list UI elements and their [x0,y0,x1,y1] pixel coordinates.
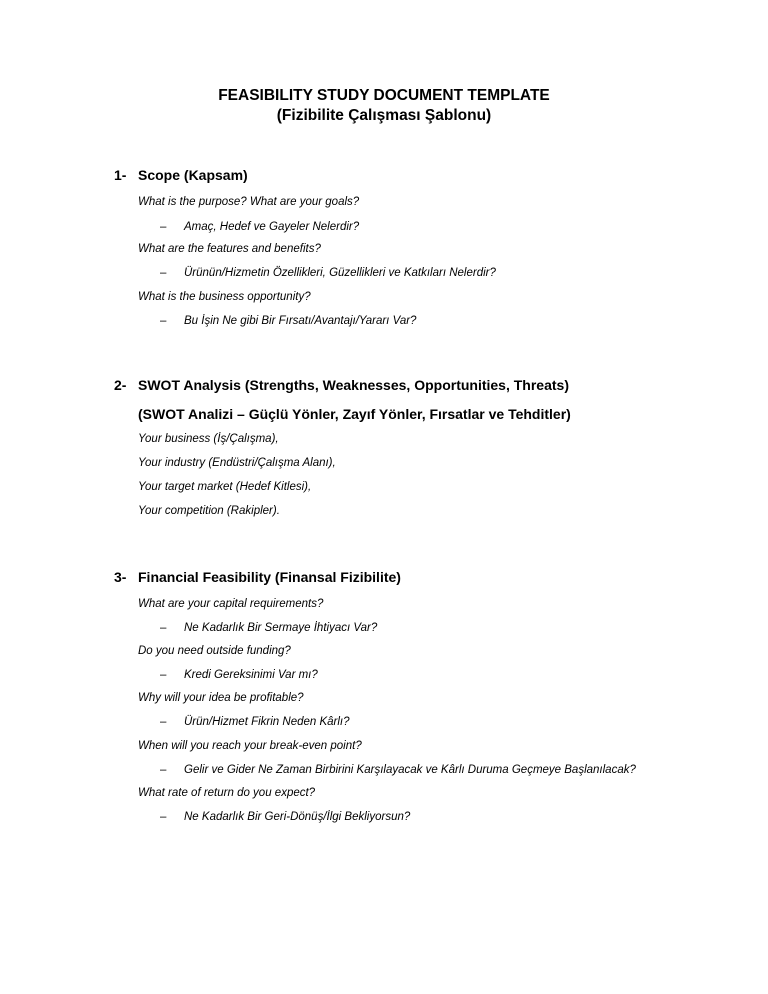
answer [160,668,318,683]
document-subtitle: (Fizibilite Çalışması Şablonu) [276,107,492,124]
answer-text: Ürün/Hizmet Fikrin Neden Kârlı? [184,716,350,728]
document-title: FEASIBILITY STUDY DOCUMENT TEMPLATE [218,87,550,104]
section-2-subheading: (SWOT Analizi – Güçlü Yönler, Zayıf Yönler, Fırsatlar ve Tehditler) [138,406,571,422]
dash-bullet: – [160,811,167,823]
answer [160,220,359,235]
answer-text: Bu İşin Ne gibi Bir Fırsatı/Avantajı/Yararı Var? [184,315,417,327]
answer [160,621,377,636]
section-title: SWOT Analysis (Strengths, Weaknesses, Opportunities, Threats) [138,377,569,393]
swot-line: Your industry (Endüstri/Çalışma Alanı), [138,457,336,469]
section-2-heading [114,376,569,394]
swot-line: Your business (İş/Çalışma), [138,433,279,445]
dash-bullet: – [160,716,167,728]
section-number: 3- [114,569,127,585]
dash-bullet: – [160,221,167,233]
question: Do you need outside funding? [138,645,291,657]
section-number: 1- [114,167,127,183]
dash-bullet: – [160,669,167,681]
answer-text: Ne Kadarlık Bir Sermaye İhtiyacı Var? [184,622,378,634]
question: What is the business opportunity? [138,291,311,303]
answer [160,763,636,778]
answer-text: Amaç, Hedef ve Gayeler Nelerdir? [184,221,360,233]
question: What are the features and benefits? [138,243,321,255]
answer [160,715,350,730]
dash-bullet: – [160,622,167,634]
dash-bullet: – [160,764,167,776]
question: What are your capital requirements? [138,598,324,610]
question: Why will your idea be profitable? [138,692,304,704]
answer-text: Ürünün/Hizmetin Özellikleri, Güzellikleri ve Katkıları Nelerdir? [184,267,496,279]
section-number: 2- [114,377,127,393]
answer [160,314,416,329]
swot-line: Your competition (Rakipler). [138,505,280,517]
section-title: Scope (Kapsam) [138,167,248,183]
question: What rate of return do you expect? [138,787,316,799]
answer-text: Gelir ve Gider Ne Zaman Birbirini Karşılayacak ve Kârlı Duruma Geçmeye Başlanılacak? [184,764,636,776]
answer-text: Ne Kadarlık Bir Geri-Dönüş/İlgi Bekliyorsun? [184,811,411,823]
section-title: Financial Feasibility (Finansal Fizibilite) [138,569,401,585]
answer [160,810,410,825]
answer-text: Kredi Gereksinimi Var mı? [184,669,318,681]
swot-line: Your target market (Hedef Kitlesi), [138,481,312,493]
dash-bullet: – [160,315,167,327]
answer [160,266,496,281]
question: What is the purpose? What are your goals? [138,196,360,208]
section-3-heading [114,568,401,586]
section-1-heading [114,166,248,184]
question: When will you reach your break-even point? [138,740,362,752]
dash-bullet: – [160,267,167,279]
